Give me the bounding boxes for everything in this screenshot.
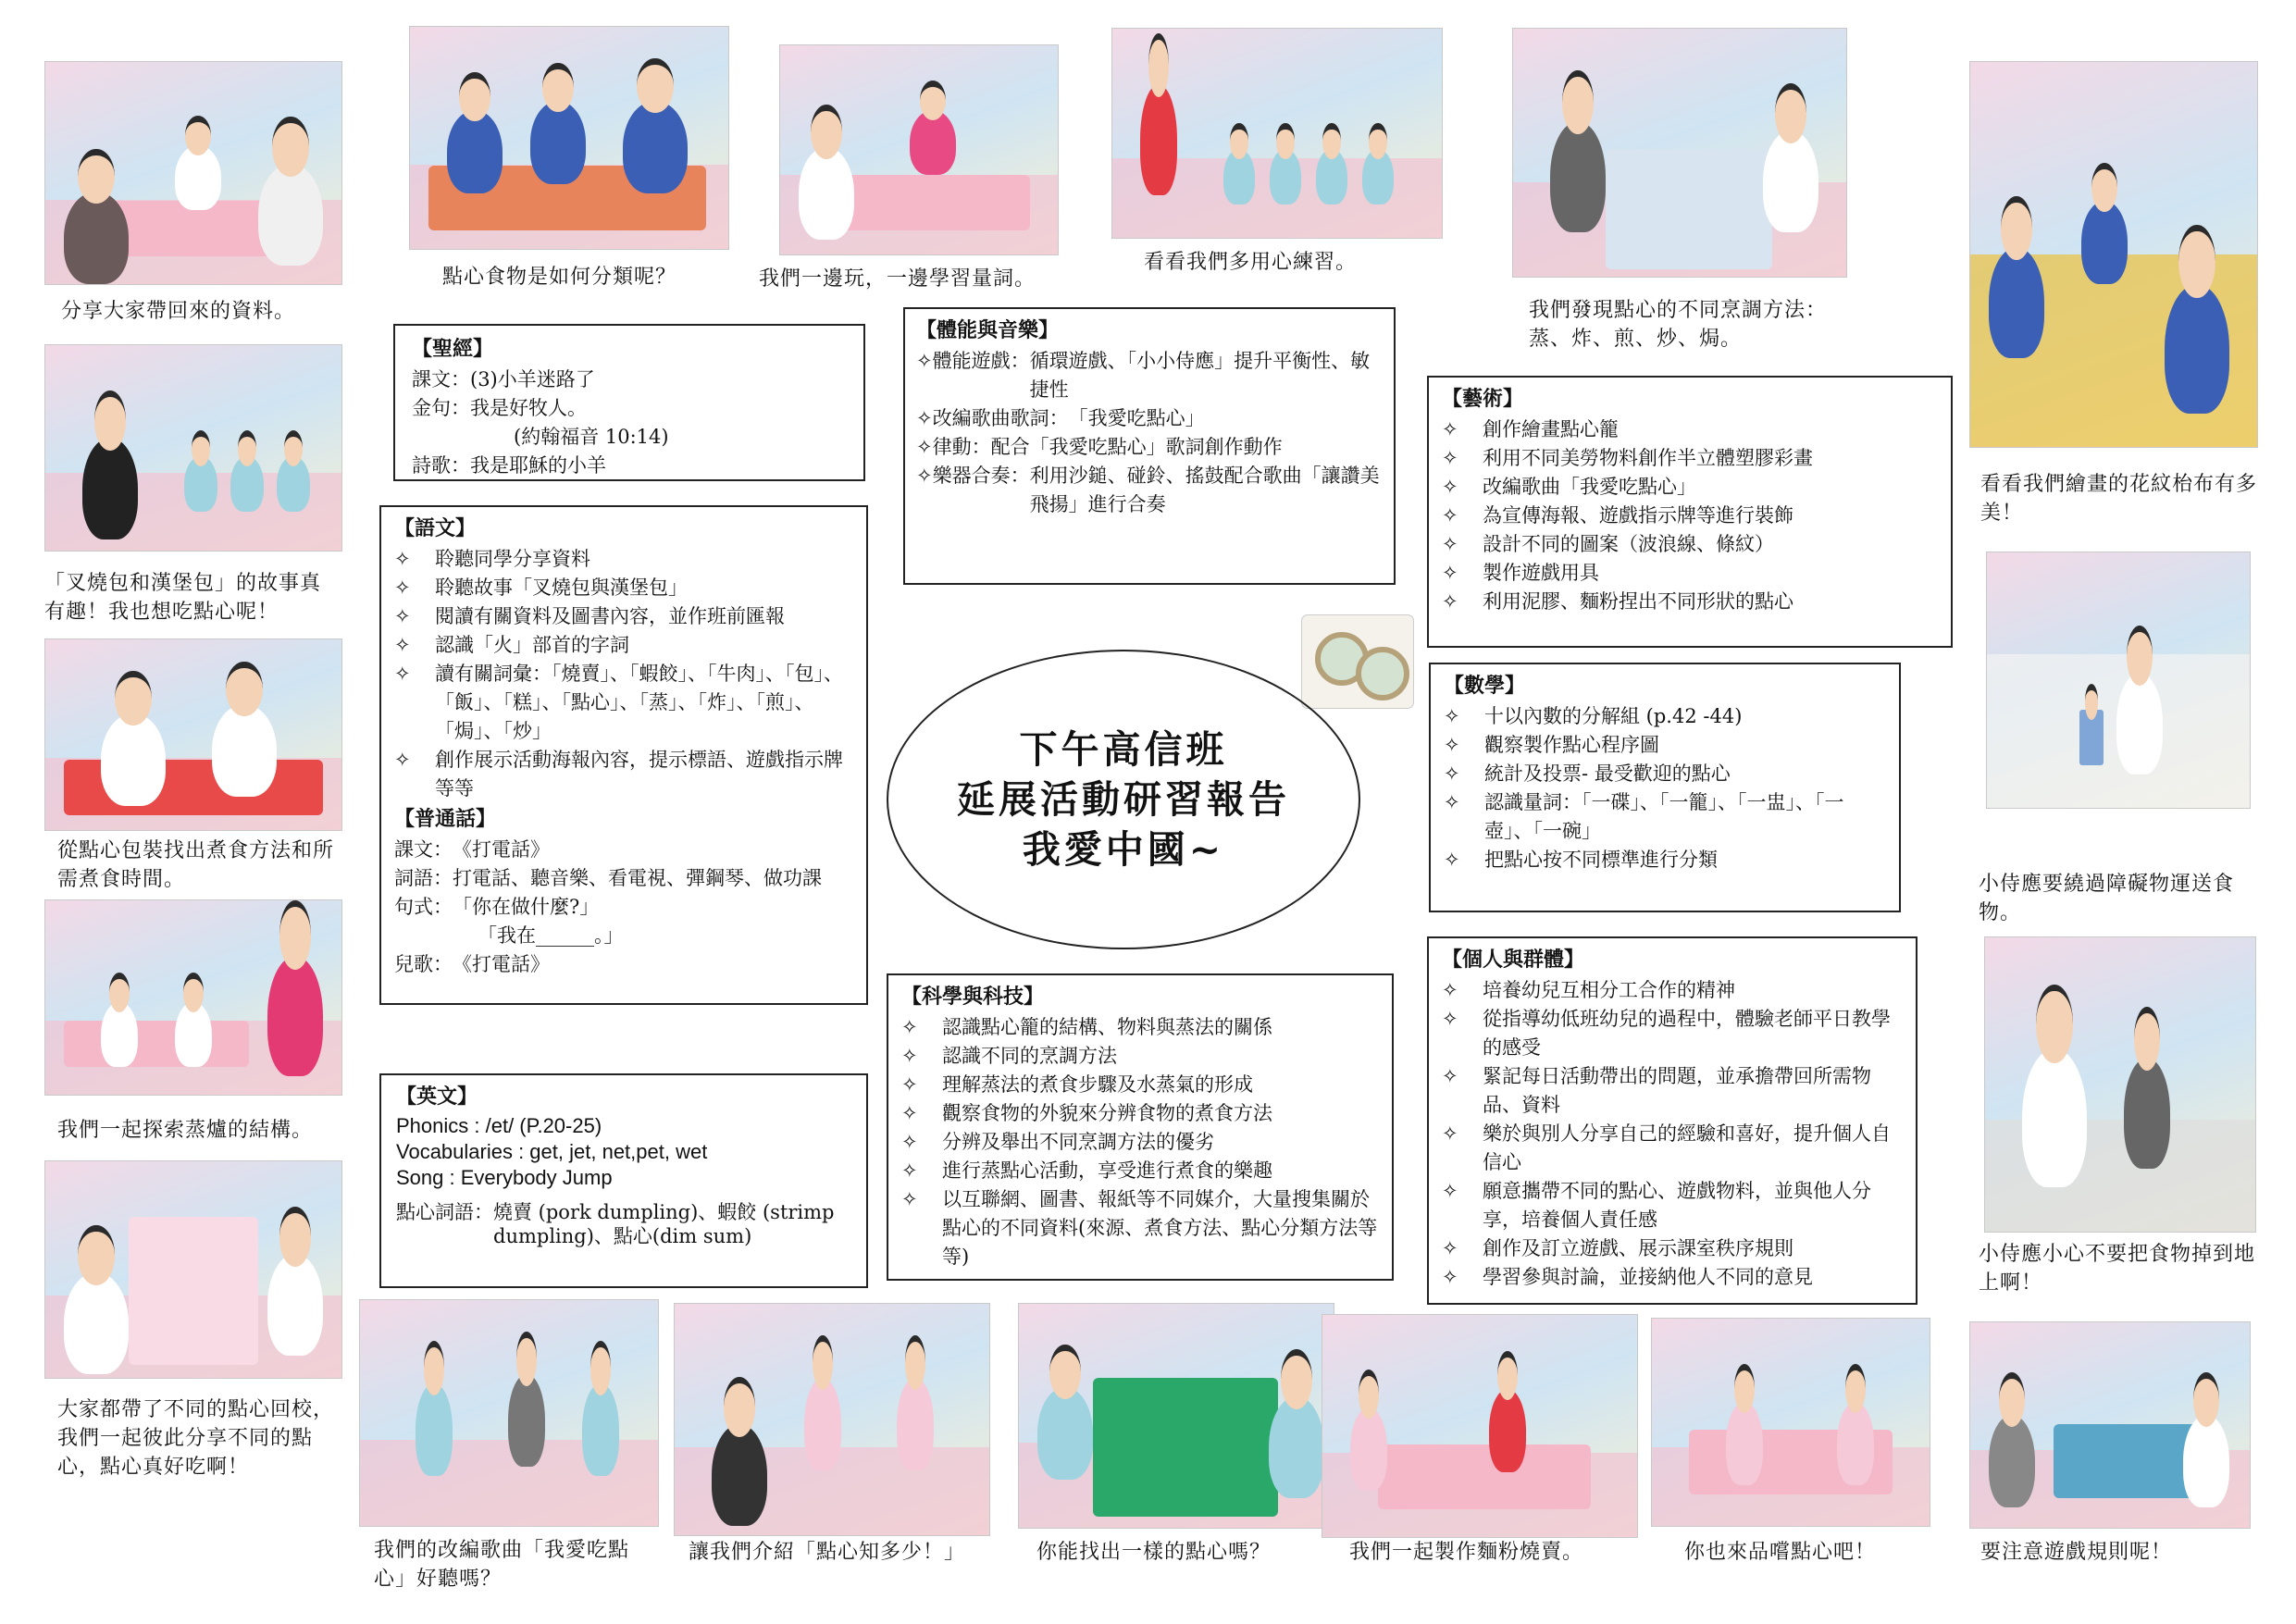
list-item: ✧ 創作繪畫點心籠 [1442, 415, 1938, 444]
photo-tablecloth [1969, 61, 2258, 448]
photo-matching [1018, 1303, 1334, 1529]
caption-classifying: 點心食物是如何分類呢？ [442, 266, 677, 289]
list-item: ✧ 創作及訂立遊戲、展示課室秩序規則 [1442, 1234, 1903, 1263]
science-box [887, 973, 1394, 1281]
list-item: ✧ 認識不同的烹調方法 [901, 1042, 1379, 1071]
photo-classifying [409, 26, 729, 250]
putonghua-heading: 【普通話】 [394, 807, 497, 831]
list-item: ✧ 分辨及舉出不同烹調方法的優劣 [901, 1128, 1379, 1157]
caption-matching: 你能找出一樣的點心嗎？ [1036, 1541, 1272, 1564]
caption-sharing: 分享大家帶回來的資料。 [61, 300, 296, 323]
photo-story-time [44, 344, 342, 552]
english-phonics: Phonics : /et/ (P.20-25) [396, 1114, 602, 1137]
english-box: 【英文】 Phonics : /et/ (P.20-25) Vocabularies : get, jet, net,pet, wet Song : Everybody Jump 點心詞語： 燒賣 (pork dumpling)、蝦餃 (strimp dumpling)、點心(dim sum) [379, 1073, 868, 1288]
dim-sum-basket-image [1302, 615, 1413, 708]
list-item: ✧ 緊記每日活動帶出的問題，並承擔帶回所需物品、資料 [1442, 1062, 1903, 1120]
math-box [1429, 663, 1901, 912]
photo-steamer [44, 899, 342, 1096]
list-item: ✧ 從指導幼低班幼兒的過程中，體驗老師平日教學的感受 [1442, 1005, 1903, 1062]
caption-cooking-methods: 我們發現點心的不同烹調方法：蒸、炸、煎、炒、焗。 [1529, 299, 1828, 351]
list-item: ✧ 製作遊戲用具 [1442, 559, 1938, 588]
photo-sharing-dimsum [44, 1160, 342, 1379]
list-item: ✧ 觀察製作點心程序圖 [1444, 731, 1886, 760]
caption-introduce: 讓我們介紹「點心知多少！」 [689, 1541, 966, 1564]
title-line-3: 我愛中國~ [1022, 827, 1225, 872]
math-list [1444, 702, 1886, 874]
caption-tablecloth: 看看我們繪畫的花紋枱布有多美！ [1980, 473, 2258, 525]
caption-careful-waiter: 小侍應小心不要把食物掉到地上啊！ [1979, 1243, 2256, 1295]
title-line-2: 延展活動研習報告 [957, 777, 1290, 822]
chinese-list [394, 545, 853, 803]
pe-music-box: 【體能與音樂】 ✧ 體能遊戲： 循環遊戲、「小小侍應」提升平衡性、敏捷性 ✧ 改編歌曲歌詞： 「我愛吃點心」 ✧ 律動： 配合「我愛吃點心」歌詞創作動作 ✧ 樂器合奏： 利用沙鎚、碰鈴、搖鼓配合歌曲「讓讚美飛揚」進行合奏 [903, 307, 1396, 585]
list-item: ✧ 聆聽故事「叉燒包與漢堡包」 [394, 574, 853, 602]
art-box [1427, 376, 1953, 648]
english-heading: 【英文】 [396, 1085, 478, 1109]
personal-heading: 【個人與群體】 [1442, 948, 1585, 972]
list-item: ✧ 願意攜帶不同的點心、遊戲物料，並與他人分享，培養個人責任感 [1442, 1177, 1903, 1234]
caption-game-rules: 要注意遊戲規則呢！ [1980, 1541, 2173, 1564]
list-item: ✧ 把點心按不同標準進行分類 [1444, 846, 1886, 874]
list-item: ✧ 閱讀有關資料及圖書內容，並作班前匯報 [394, 602, 853, 631]
science-list [901, 1013, 1379, 1271]
list-item: ✧ 進行蒸點心活動，享受進行煮食的樂趣 [901, 1157, 1379, 1185]
list-item: ✧ 改編歌曲「我愛吃點心」 [1442, 473, 1938, 502]
caption-sharing-dimsum: 大家都帶了不同的點心回校，我們一起彼此分享不同的點心，點心真好吃啊！ [57, 1398, 335, 1479]
pe-music-heading: 【體能與音樂】 [916, 318, 1060, 342]
chinese-heading: 【語文】 [394, 516, 477, 540]
english-vocabularies: Vocabularies : get, jet, net,pet, wet [396, 1140, 708, 1163]
science-heading: 【科學與科技】 [901, 985, 1045, 1009]
report-title [887, 650, 1360, 949]
photo-making-siumai [1322, 1314, 1638, 1538]
photo-tasting [1651, 1318, 1930, 1527]
list-item: ✧ 認識「火」部首的字詞 [394, 631, 853, 660]
list-item: ✧ 認識量詞：「一碟」、「一籠」、「一盅」、「一壺」、「一碗」 [1444, 788, 1886, 846]
list-item: ✧ 讀有關詞彙：「燒賣」、「蝦餃」、「牛肉」、「包」、「飯」、「糕」、「點心」、「蒸」、「炸」、「煎」、「焗」、「炒」 [394, 660, 853, 746]
photo-measure-words [779, 44, 1059, 255]
personal-social-box [1427, 936, 1917, 1305]
title-line-1: 下午高信班 [1019, 727, 1228, 772]
list-item: ✧ 利用泥膠、麵粉捏出不同形狀的點心 [1442, 588, 1938, 616]
photo-cooking-methods [1512, 28, 1847, 278]
caption-song: 我們的改編歌曲「我愛吃點心」好聽嗎？ [374, 1539, 630, 1591]
list-item: ✧ 樂於與別人分享自己的經驗和喜好，提升個人自信心 [1442, 1120, 1903, 1177]
art-list [1442, 415, 1938, 616]
list-item: ✧ 設計不同的圖案（波浪線、條紋） [1442, 530, 1938, 559]
list-item: ✧ 為宣傳海報、遊戲指示牌等進行裝飾 [1442, 502, 1938, 530]
list-item: ✧ 理解蒸法的煮食步驟及水蒸氣的形成 [901, 1071, 1379, 1099]
list-item: ✧ 培養幼兒互相分工合作的精神 [1442, 976, 1903, 1005]
photo-obstacle [1986, 552, 2251, 809]
list-item: ✧ 十以內數的分解組 (p.42 -44) [1444, 702, 1886, 731]
photo-game-rules [1969, 1321, 2251, 1529]
photo-practice [1111, 28, 1443, 239]
personal-list [1442, 976, 1903, 1292]
photo-careful-waiter [1984, 936, 2256, 1233]
caption-measure-words: 我們一邊玩，一邊學習量詞。 [759, 267, 1036, 291]
list-item: ✧ 認識點心籠的結構、物料與蒸法的關係 [901, 1013, 1379, 1042]
list-item: ✧ 利用不同美勞物料創作半立體塑膠彩畫 [1442, 444, 1938, 473]
caption-steamer: 我們一起探索蒸爐的結構。 [57, 1119, 314, 1142]
caption-obstacle: 小侍應要繞過障礙物運送食物。 [1979, 873, 2235, 924]
photo-packaging [44, 638, 342, 831]
chinese-box: 【語文】 ✧ 聆聽同學分享資料 ✧ 聆聽故事「叉燒包與漢堡包」 ✧ 閱讀有關資料及圖書內容，並作班前匯報 ✧ 認識「火」部首的字詞 ✧ 讀有關詞彙：「燒賣」、「蝦餃」、「牛肉」、「包」、「飯」、「糕」、「點心」、「蒸」、「炸」、「煎」、「焗」、「炒」 ✧ 創作展示活動海報內容，提示標語、遊戲指示牌等等 【普通話】 課文： 《打電話》 詞語： 打電話、聽音樂、看電視、彈鋼琴、做功課 句式： 「你在做什麼?」 「我在______。」 兒歌： 《打電話》 [379, 505, 868, 1005]
list-item: ✧ 以互聯網、圖書、報紙等不同媒介，大量搜集關於點心的不同資料(來源、煮食方法、點心分類方法等等) [901, 1185, 1379, 1271]
bible-box: 【聖經】 課文： (3)小羊迷路了 金句： 我是好牧人。 (約翰福音 10:14) 詩歌： 我是耶穌的小羊 [393, 324, 865, 481]
photo-song [359, 1299, 659, 1527]
math-heading: 【數學】 [1444, 674, 1526, 698]
english-song: Song : Everybody Jump [396, 1166, 613, 1189]
caption-practice: 看看我們多用心練習。 [1144, 251, 1358, 274]
caption-making-siumai: 我們一起製作麵粉燒賣。 [1349, 1541, 1584, 1564]
list-item: ✧ 創作展示活動海報內容，提示標語、遊戲指示牌等等 [394, 746, 853, 803]
list-item: ✧ 統計及投票- 最受歡迎的點心 [1444, 760, 1886, 788]
art-heading: 【藝術】 [1442, 387, 1524, 411]
bible-heading: 【聖經】 [412, 337, 494, 361]
list-item: ✧ 聆聽同學分享資料 [394, 545, 853, 574]
list-item: ✧ 學習參與討論，並接納他人不同的意見 [1442, 1263, 1903, 1292]
caption-packaging: 從點心包裝找出煮食方法和所需煮食時間。 [57, 839, 335, 891]
caption-story: 「叉燒包和漢堡包」的故事真有趣！我也想吃點心呢！ [44, 572, 322, 624]
photo-sharing-materials [44, 61, 342, 285]
list-item: ✧ 觀察食物的外貌來分辨食物的煮食方法 [901, 1099, 1379, 1128]
caption-tasting: 你也來品嚐點心吧！ [1684, 1541, 1877, 1564]
photo-introduce [674, 1303, 990, 1536]
